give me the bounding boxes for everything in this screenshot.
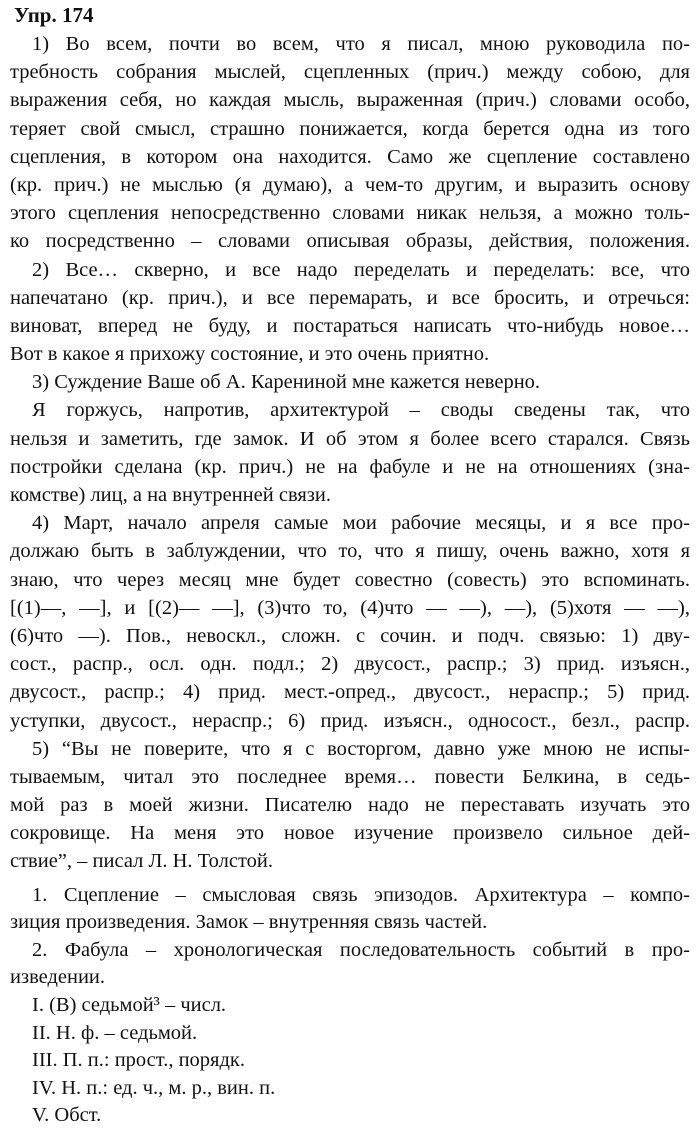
text-line: мой раз в моей жизни. Писателю надо не переставать изучать это (10, 794, 690, 817)
note-line: 1. Сцепление – смысловая связь эпизодов. Архитектура – компо- (32, 883, 690, 906)
parse-line: II. Н. ф. – седьмой. (32, 1021, 198, 1044)
text-line: (кр. прич.) не мыслью (я думаю), а чем-то другим, и выразить основу (10, 173, 690, 196)
text-line: 2) Все… скверно, и все надо переделать и переделать: все, что (32, 258, 690, 281)
parse-line: V. Обст. (32, 1104, 102, 1127)
note-line: 2. Фабула – хронологическая последовательность событий в про- (32, 938, 690, 961)
text-line: сокровище. На меня это новое изучение произвело сильное дей- (10, 822, 690, 845)
text-line: ко посредственно – словами описывая образы, действия, положения. (10, 230, 690, 253)
text-line: 5) “Вы не поверите, что я с восторгом, давно уже мною не испы- (32, 737, 690, 760)
footnotes (10, 882, 690, 1130)
note-line: зиция произведения. Замок – внутренняя связь частей. (10, 911, 488, 934)
parse-line: III. П. п.: прост., порядк. (32, 1049, 245, 1072)
text-line: постройки сделана (кр. прич.) не на фабуле и не на отношениях (зна- (10, 455, 690, 478)
text-line: 3) Суждение Ваше об А. Карениной мне кажется неверно. (32, 371, 541, 394)
text-line: 1) Во всем, почти во всем, что я писал, мною руководила по- (32, 33, 690, 55)
parse-line: IV. Н. п.: ед. ч., м. р., вин. п. (32, 1076, 276, 1099)
text-line: Вот в какое я прихожу состояние, и это очень приятно. (10, 343, 490, 366)
text-line: виноват, вперед не буду, и постараться написать что-нибудь новое… (10, 314, 690, 337)
text-line: требность собрания мыслей, сцепленных (прич.) между собою, для (10, 61, 690, 84)
text-line: сост., распр., осл. одн. подл.; 2) двусост., распр.; 3) прид. изъясн., (10, 653, 690, 676)
text-line: Я горжусь, напротив, архитектурой – своды сведены так, что (32, 399, 690, 422)
text-line: тываемым, читал это последнее время… повести Белкина, в седь- (10, 765, 690, 788)
text-line: этого сцепления непосредственно словами никак нельзя, а можно толь- (10, 202, 690, 225)
exercise-title: Упр. 174 (14, 3, 94, 27)
text-line: знаю, что через месяц мне будет совестно (совесть) это вспоминать. (10, 568, 690, 591)
text-line: комстве) лиц, а на внутренней связи. (10, 484, 331, 506)
text-line: ствие”, – писал Л. Н. Толстой. (10, 850, 273, 873)
text-line: сцепления, в котором она находится. Само же сцепление составлено (10, 145, 690, 168)
text-line: нельзя и заметить, где замок. И об этом я более всего старался. Связь (10, 427, 690, 450)
text-line: уступки, двусост., нераспр.; 6) прид. изъясн., односост., безл., распр. (10, 709, 690, 732)
text-line: [(1)—, —], и [(2)— —], (3)что то, (4)что — —), —), (5)хотя — —), (10, 596, 690, 619)
text-line: должаю быть в заблуждении, что то, что я пишу, очень важно, хотя я (10, 540, 690, 563)
text-line: теряет свой смысл, страшно понижается, когда берется одна из того (10, 117, 690, 140)
exercise-text (10, 30, 690, 876)
text-line: напечатано (кр. прич.), и все перемарать, и все бросить, и отречься: (10, 286, 690, 309)
parse-line: I. (В) седьмой³ – числ. (32, 994, 227, 1016)
text-line: 4) Март, начало апреля самые мои рабочие месяцы, и я все про- (32, 512, 690, 535)
note-line: изведении. (10, 966, 106, 989)
text-line: двусост., распр.; 4) прид. мест.-опред., двусост., нераспр.; 5) прид. (10, 681, 690, 704)
text-line: выражения себя, но каждая мысль, выраженная (прич.) словами особо, (10, 89, 690, 112)
text-line: (6)что —). Пов., невоскл., сложн. с сочин. и подч. связью: 1) дву- (10, 624, 690, 647)
